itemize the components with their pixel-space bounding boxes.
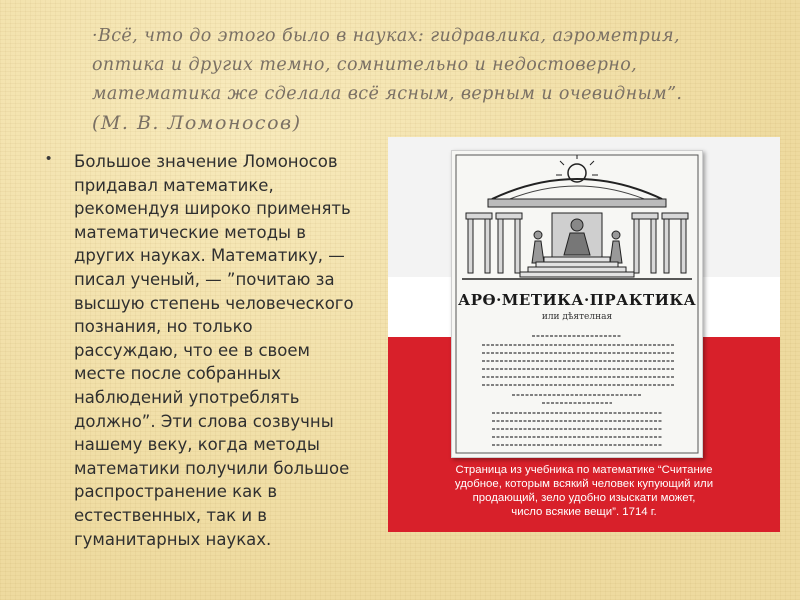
quote-line: ·Всё, что до этого было в науках: гидравлика, аэрометрия,: [92, 26, 680, 46]
paragraph-line: других науках. Математику, —: [74, 246, 345, 266]
paragraph-line: познания, но только: [74, 317, 253, 337]
caption-line: Страница из учебника по математике “Считание: [455, 464, 713, 476]
paragraph-line: должно”. Эти слова созвучны: [74, 411, 334, 431]
paragraph-line: высшую степень человеческого: [74, 293, 354, 313]
caption-line: число всякие вещи”. 1714 г.: [511, 506, 657, 518]
paragraph-line: Большое значение Ломоносов: [74, 152, 338, 171]
quote-line: оптика и других темно, сомнительно и недостоверно,: [92, 55, 638, 75]
paragraph-line: рекомендуя широко применять: [74, 199, 351, 219]
book-title-page: [451, 150, 703, 458]
book-title: АРӨ·МЕТИКА·ПРАКТИКА: [458, 291, 697, 309]
textbook-figure: [388, 137, 780, 532]
book-subtitle: или дѣятелная: [541, 312, 613, 322]
paragraph-line: придавал математике,: [74, 175, 274, 195]
caption-line: удобное, которым всякий человек купующий или: [454, 478, 714, 490]
figure-caption: [398, 463, 770, 519]
paragraph-line: математики получили большое: [74, 458, 350, 478]
paragraph-line: наблюдений употреблять: [74, 387, 300, 407]
paragraph-line: рассуждаю, что ее в своем: [74, 340, 310, 360]
quote-author: (М. В. Ломоносов): [92, 112, 302, 134]
quote-line: математика же сделала всё ясным, верным и очевидным”.: [92, 84, 683, 104]
paragraph-line: месте после собранных: [74, 364, 281, 384]
bullet-paragraph: [74, 150, 404, 551]
epigraph-quote: [92, 22, 732, 138]
paragraph-line: естественных, так и в: [74, 505, 268, 525]
bullet-marker: •: [46, 150, 52, 167]
caption-line: продающий, зело удобно изыскати может,: [472, 492, 696, 504]
paragraph-line: нашему веку, когда методы: [74, 435, 320, 455]
paragraph-line: писал ученый, — ”почитаю за: [74, 269, 335, 289]
paragraph-line: распространение как в: [74, 482, 278, 502]
paragraph-line: гуманитарных науках.: [74, 529, 272, 549]
paragraph-line: математические методы в: [74, 222, 306, 242]
